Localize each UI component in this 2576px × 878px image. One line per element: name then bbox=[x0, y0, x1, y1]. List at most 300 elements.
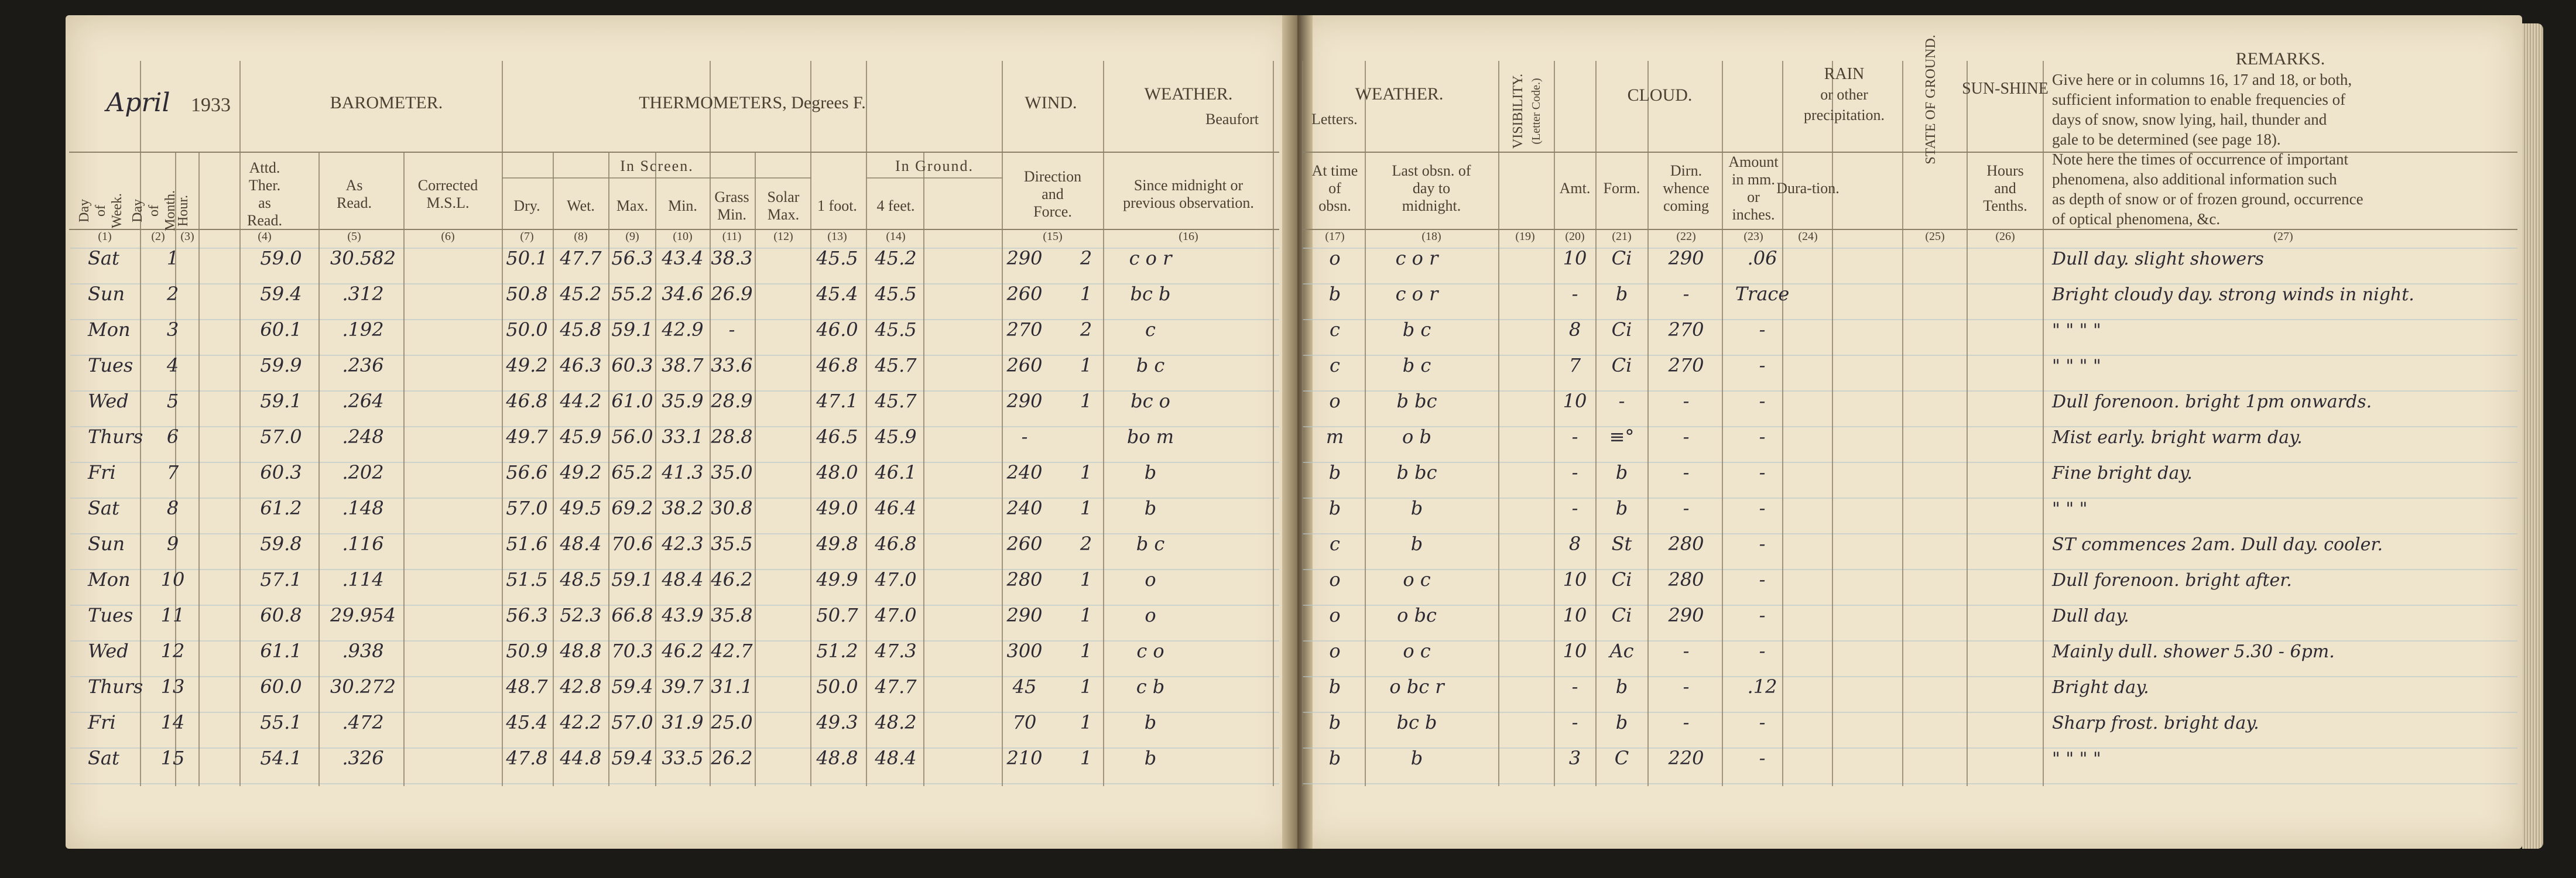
cell-value: 30.272 bbox=[330, 675, 396, 698]
cell-value: 69.2 bbox=[611, 497, 653, 519]
cell-value: 57.0 bbox=[260, 426, 302, 448]
cell-value: .264 bbox=[342, 390, 384, 412]
cell-value: 48.7 bbox=[506, 675, 548, 698]
month-label: April bbox=[106, 88, 170, 118]
cell-value: 50.8 bbox=[506, 283, 548, 305]
column-number: (17) bbox=[1325, 230, 1345, 243]
cell-value: - bbox=[1759, 711, 1766, 733]
cell-value: o bc r bbox=[1389, 675, 1444, 698]
cell-value: o bbox=[1329, 640, 1341, 662]
cell-value: 48.4 bbox=[662, 568, 704, 591]
cell-value: 51.5 bbox=[506, 568, 548, 591]
cell-value: - bbox=[1759, 604, 1766, 626]
cell-value: 45.7 bbox=[875, 354, 917, 376]
cell-value: 60.1 bbox=[260, 318, 302, 341]
cell-value: 8 bbox=[1568, 318, 1581, 341]
cell-value: 1 bbox=[1080, 604, 1092, 626]
cell-value: b bbox=[1410, 497, 1423, 519]
cell-value: .06 bbox=[1747, 247, 1777, 269]
cell-value: b bbox=[1615, 283, 1628, 305]
cell-value: c o r bbox=[1129, 247, 1172, 269]
column-label: of bbox=[93, 205, 108, 217]
barometer-heading: BAROMETER. bbox=[330, 93, 443, 112]
column-label: Max. bbox=[616, 197, 649, 214]
cell-value: 51.6 bbox=[506, 533, 548, 555]
column-label: and bbox=[1042, 186, 1064, 203]
cell-value: Ac bbox=[1609, 640, 1634, 662]
cell-value: 50.9 bbox=[506, 640, 548, 662]
column-label: Solar bbox=[767, 188, 800, 205]
cell-value: 59.0 bbox=[260, 247, 302, 269]
cell-value: 70.3 bbox=[611, 640, 653, 662]
column-label: 1 foot. bbox=[817, 197, 857, 214]
cell-value: 270 bbox=[1668, 354, 1704, 376]
cell-value: c bbox=[1330, 533, 1340, 555]
cell-value: 46.2 bbox=[711, 568, 753, 591]
cell-value: - bbox=[1759, 461, 1766, 483]
cell-value: 15 bbox=[160, 747, 185, 769]
cell-value: 60.8 bbox=[260, 604, 302, 626]
cell-value: .938 bbox=[342, 640, 384, 662]
cell-value: Ci bbox=[1611, 247, 1632, 269]
cell-value: b bbox=[1328, 711, 1341, 733]
cell-value: 60.0 bbox=[260, 675, 302, 698]
column-label: of bbox=[1328, 180, 1341, 197]
cell-value: 59.4 bbox=[260, 283, 302, 305]
cell-value: 42.3 bbox=[662, 533, 704, 555]
cell-value: b bbox=[1615, 461, 1628, 483]
cell-value: 5 bbox=[166, 390, 179, 412]
cell-value: 280 bbox=[1668, 533, 1704, 555]
column-label: At time bbox=[1311, 162, 1358, 179]
cell-value: - bbox=[1759, 426, 1766, 448]
cell-value: 8 bbox=[166, 497, 179, 519]
cell-value: b bbox=[1410, 747, 1423, 769]
cell-value: 70 bbox=[1012, 711, 1037, 733]
cell-value: - bbox=[1683, 497, 1690, 519]
cell-value: 14 bbox=[160, 711, 185, 733]
cell-value: Mon bbox=[88, 568, 131, 591]
cell-value: 59.1 bbox=[260, 390, 302, 412]
remarks-instruction: Note here the times of occurrence of important bbox=[2052, 150, 2349, 168]
cell-value: b bbox=[1328, 283, 1341, 305]
rain-sub: precipitation. bbox=[1804, 107, 1885, 124]
cell-value: - bbox=[1759, 568, 1766, 591]
cell-value: 33.6 bbox=[711, 354, 753, 376]
cell-value: bo m bbox=[1126, 426, 1174, 448]
cell-value: Thurs bbox=[88, 675, 143, 698]
cell-value: 240 bbox=[1006, 497, 1043, 519]
cell-value: 47.7 bbox=[560, 247, 602, 269]
column-label: inches. bbox=[1732, 206, 1775, 223]
cell-value: 10 bbox=[1563, 604, 1587, 626]
cell-value: Sun bbox=[88, 533, 125, 555]
column-number: (11) bbox=[722, 230, 742, 243]
cell-value: St bbox=[1611, 533, 1632, 555]
cell-value: 260 bbox=[1006, 283, 1043, 305]
cell-value: 10 bbox=[1563, 640, 1587, 662]
cell-value: 45.5 bbox=[875, 318, 917, 341]
cell-value: 290 bbox=[1006, 604, 1043, 626]
cell-value: c o r bbox=[1395, 283, 1438, 305]
cell-value: 2 bbox=[166, 283, 179, 305]
cell-value: - bbox=[1759, 497, 1766, 519]
column-label: Week. bbox=[109, 193, 125, 229]
beaufort-label: Beaufort bbox=[1205, 111, 1259, 128]
cell-value: 1 bbox=[1080, 461, 1092, 483]
cell-value: 31.1 bbox=[711, 675, 753, 698]
cell-value: Tues bbox=[88, 604, 133, 626]
cell-value: 59.8 bbox=[260, 533, 302, 555]
cell-value: Fri bbox=[88, 461, 116, 483]
cell-value: 65.2 bbox=[611, 461, 653, 483]
column-label: Last obsn. of bbox=[1392, 162, 1471, 179]
cell-value: 1 bbox=[1080, 283, 1092, 305]
column-label: 4 feet. bbox=[876, 197, 915, 214]
cell-value: 47.0 bbox=[875, 604, 917, 626]
column-number: (3) bbox=[180, 230, 194, 243]
column-label: Min. bbox=[668, 197, 697, 214]
remark-entry: Fine bright day. bbox=[2052, 463, 2193, 483]
column-label: Day bbox=[130, 199, 145, 222]
cell-value: 270 bbox=[1668, 318, 1704, 341]
remarks-instruction: of optical phenomena, &c. bbox=[2052, 210, 2221, 228]
cell-value: b bbox=[1328, 497, 1341, 519]
cell-value: b bbox=[1328, 461, 1341, 483]
cell-value: o bc bbox=[1397, 604, 1437, 626]
cell-value: 1 bbox=[1080, 747, 1092, 769]
cell-value: - bbox=[1759, 640, 1766, 662]
rain-sub: or other bbox=[1820, 86, 1868, 103]
cell-value: .472 bbox=[342, 711, 384, 733]
cell-value: Ci bbox=[1611, 604, 1632, 626]
cell-value: 29.954 bbox=[330, 604, 396, 626]
cell-value: - bbox=[1571, 461, 1578, 483]
cell-value: c o r bbox=[1395, 247, 1438, 269]
column-number: (10) bbox=[673, 230, 693, 243]
cell-value: 48.8 bbox=[816, 747, 858, 769]
cell-value: 33.5 bbox=[662, 747, 704, 769]
cell-value: 46.4 bbox=[875, 497, 917, 519]
cell-value: 52.3 bbox=[560, 604, 602, 626]
column-label: Amt. bbox=[1559, 180, 1591, 197]
cell-value: 59.1 bbox=[611, 318, 653, 341]
visibility-sub: (Letter Code.) bbox=[1530, 78, 1543, 145]
remark-entry: Bright cloudy day. strong winds in night. bbox=[2052, 284, 2414, 305]
column-number: (15) bbox=[1043, 230, 1063, 243]
cell-value: 2 bbox=[1080, 533, 1092, 555]
column-label: Day bbox=[77, 199, 92, 222]
remarks-instruction: phenomena, also additional information such bbox=[2052, 170, 2337, 188]
cell-value: c bbox=[1330, 318, 1340, 341]
column-number: (7) bbox=[520, 230, 534, 243]
column-label: Read. bbox=[247, 212, 282, 229]
column-label: whence bbox=[1663, 180, 1710, 197]
cell-value: .148 bbox=[342, 497, 384, 519]
cell-value: 57.1 bbox=[260, 568, 302, 591]
column-label: Hour. bbox=[176, 195, 191, 227]
cell-value: 35.0 bbox=[711, 461, 753, 483]
in-ground-heading: In Ground. bbox=[895, 157, 974, 174]
remarks-instruction: sufficient information to enable frequencies of bbox=[2052, 91, 2346, 108]
cell-value: b bbox=[1615, 711, 1628, 733]
cell-value: 1 bbox=[166, 247, 179, 269]
cell-value: 47.3 bbox=[875, 640, 917, 662]
cell-value: - bbox=[1759, 747, 1766, 769]
remark-entry: Sharp frost. bright day. bbox=[2052, 713, 2259, 733]
cell-value: .202 bbox=[342, 461, 384, 483]
cell-value: 57.0 bbox=[506, 497, 548, 519]
cell-value: 290 bbox=[1006, 390, 1043, 412]
cell-value: 46.8 bbox=[875, 533, 917, 555]
cell-value: c b bbox=[1136, 675, 1165, 698]
column-number: (2) bbox=[151, 230, 165, 243]
cell-value: 49.0 bbox=[816, 497, 858, 519]
cell-value: o bbox=[1329, 247, 1341, 269]
column-label: Corrected bbox=[417, 177, 478, 194]
cell-value: 45.9 bbox=[875, 426, 917, 448]
cell-value: 59.4 bbox=[611, 747, 653, 769]
cell-value: Sat bbox=[88, 747, 119, 769]
column-number: (23) bbox=[1743, 230, 1763, 243]
cell-value: - bbox=[1683, 390, 1690, 412]
column-number: (13) bbox=[827, 230, 847, 243]
cell-value: .326 bbox=[342, 747, 384, 769]
cell-value: - bbox=[1571, 711, 1578, 733]
cell-value: .248 bbox=[342, 426, 384, 448]
cell-value: 2 bbox=[1080, 247, 1092, 269]
cell-value: 47.8 bbox=[506, 747, 548, 769]
cell-value: 41.3 bbox=[662, 461, 704, 483]
column-label: Direction bbox=[1023, 168, 1082, 185]
column-label: in mm. bbox=[1732, 171, 1775, 188]
remark-entry: Dull day. slight showers bbox=[2052, 249, 2264, 269]
cell-value: b c bbox=[1402, 354, 1431, 376]
column-label: Ther. bbox=[248, 177, 281, 194]
cell-value: - bbox=[1759, 390, 1766, 412]
cell-value: 48.4 bbox=[875, 747, 917, 769]
remark-entry: Dull day. bbox=[2052, 606, 2129, 626]
cell-value: - bbox=[1759, 533, 1766, 555]
cell-value: 61.1 bbox=[260, 640, 302, 662]
cell-value: b c bbox=[1136, 533, 1165, 555]
cell-value: 47.0 bbox=[875, 568, 917, 591]
weather-letters-heading: WEATHER. bbox=[1355, 84, 1444, 104]
remarks-instruction: Give here or in columns 16, 17 and 18, or both, bbox=[2052, 71, 2352, 88]
cell-value: 1 bbox=[1080, 354, 1092, 376]
cell-value: 51.2 bbox=[816, 640, 858, 662]
column-number: (5) bbox=[347, 230, 361, 243]
cell-value: - bbox=[1759, 354, 1766, 376]
cell-value: m bbox=[1325, 426, 1344, 448]
column-label: Hours bbox=[1986, 162, 2024, 179]
cell-value: 49.9 bbox=[816, 568, 858, 591]
wind-heading: WIND. bbox=[1025, 93, 1077, 112]
remark-entry: Mist early. bright warm day. bbox=[2052, 427, 2303, 448]
cell-value: 60.3 bbox=[611, 354, 653, 376]
column-number: (6) bbox=[441, 230, 455, 243]
cell-value: 220 bbox=[1668, 747, 1704, 769]
cell-value: 35.9 bbox=[662, 390, 704, 412]
cell-value: o c bbox=[1403, 640, 1431, 662]
cell-value: 42.9 bbox=[662, 318, 704, 341]
cell-value: 1 bbox=[1080, 675, 1092, 698]
cell-value: 66.8 bbox=[611, 604, 653, 626]
cell-value: b bc bbox=[1396, 461, 1437, 483]
cell-value: 6 bbox=[166, 426, 179, 448]
cell-value: 34.6 bbox=[662, 283, 704, 305]
cell-value: 30.8 bbox=[711, 497, 753, 519]
cell-value: c bbox=[1145, 318, 1156, 341]
cell-value: 1 bbox=[1080, 497, 1092, 519]
cell-value: 60.3 bbox=[260, 461, 302, 483]
column-label: Wet. bbox=[567, 197, 595, 214]
cell-value: 1 bbox=[1080, 568, 1092, 591]
cell-value: 47.7 bbox=[875, 675, 917, 698]
cell-value: 56.0 bbox=[611, 426, 653, 448]
cell-value: 11 bbox=[160, 604, 185, 626]
column-number: (12) bbox=[773, 230, 793, 243]
cell-value: Ci bbox=[1611, 568, 1632, 591]
cell-value: 35.8 bbox=[711, 604, 753, 626]
cell-value: 290 bbox=[1668, 247, 1704, 269]
cell-value: 55.2 bbox=[611, 283, 653, 305]
cell-value: 300 bbox=[1006, 640, 1043, 662]
cell-value: 38.3 bbox=[711, 247, 753, 269]
cell-value: 1 bbox=[1080, 711, 1092, 733]
weather-heading: WEATHER. bbox=[1144, 84, 1233, 104]
cell-value: 56.6 bbox=[506, 461, 548, 483]
cell-value: ≡° bbox=[1609, 426, 1635, 448]
cell-value: - bbox=[1618, 390, 1625, 412]
cell-value: bc b bbox=[1396, 711, 1437, 733]
cell-value: 61.0 bbox=[611, 390, 653, 412]
cell-value: 57.0 bbox=[611, 711, 653, 733]
column-label: Since midnight or bbox=[1133, 177, 1244, 194]
column-number: (22) bbox=[1676, 230, 1696, 243]
column-label: as bbox=[258, 194, 271, 211]
cell-value: 1 bbox=[1080, 640, 1092, 662]
cell-value: 270 bbox=[1006, 318, 1043, 341]
cell-value: - bbox=[1683, 283, 1690, 305]
cell-value: .312 bbox=[342, 283, 384, 305]
cell-value: 38.2 bbox=[662, 497, 704, 519]
cell-value: c bbox=[1330, 354, 1340, 376]
cell-value: 59.4 bbox=[611, 675, 653, 698]
remarks-instruction: days of snow, snow lying, hail, thunder and bbox=[2052, 111, 2327, 128]
cell-value: b bbox=[1328, 675, 1341, 698]
cell-value: b bc bbox=[1396, 390, 1437, 412]
cell-value: 28.9 bbox=[711, 390, 753, 412]
remark-entry: Bright day. bbox=[2052, 677, 2149, 698]
cell-value: .192 bbox=[342, 318, 384, 341]
remark-entry: Dull forenoon. bright after. bbox=[2052, 570, 2292, 591]
in-screen-heading: In Screen. bbox=[620, 157, 694, 174]
column-label: Dirn. bbox=[1670, 162, 1703, 179]
column-number: (8) bbox=[574, 230, 588, 243]
cell-value: - bbox=[1683, 426, 1690, 448]
cell-value: 3 bbox=[1568, 747, 1581, 769]
column-label: As bbox=[345, 177, 363, 194]
column-number: (9) bbox=[625, 230, 639, 243]
cell-value: 59.1 bbox=[611, 568, 653, 591]
cell-value: 56.3 bbox=[506, 604, 548, 626]
cell-value: Wed bbox=[88, 640, 129, 662]
cell-value: Trace bbox=[1735, 283, 1790, 305]
cell-value: - bbox=[1759, 318, 1766, 341]
cell-value: 25.0 bbox=[711, 711, 753, 733]
cell-value: 46.8 bbox=[816, 354, 858, 376]
cell-value: 46.8 bbox=[506, 390, 548, 412]
column-number: (18) bbox=[1421, 230, 1441, 243]
cell-value: 7 bbox=[1568, 354, 1581, 376]
cell-value: 50.0 bbox=[816, 675, 858, 698]
cell-value: 45.4 bbox=[816, 283, 858, 305]
cell-value: 35.5 bbox=[711, 533, 753, 555]
cell-value: - bbox=[1571, 283, 1578, 305]
column-number: (16) bbox=[1179, 230, 1198, 243]
cell-value: Mon bbox=[88, 318, 131, 341]
remark-entry: Mainly dull. shower 5.30 - 6pm. bbox=[2052, 642, 2335, 662]
cell-value: 38.7 bbox=[662, 354, 704, 376]
cell-value: 50.1 bbox=[506, 247, 548, 269]
cell-value: 26.9 bbox=[711, 283, 753, 305]
column-label: Min. bbox=[717, 206, 746, 223]
cell-value: 45.5 bbox=[816, 247, 858, 269]
cell-value: - bbox=[1571, 426, 1578, 448]
cell-value: 260 bbox=[1006, 533, 1043, 555]
column-label: midnight. bbox=[1402, 197, 1461, 214]
cell-value: 1 bbox=[1080, 390, 1092, 412]
cell-value: b bbox=[1615, 675, 1628, 698]
cell-value: - bbox=[728, 318, 735, 341]
column-label: Dry. bbox=[513, 197, 540, 214]
column-label: Force. bbox=[1033, 203, 1072, 220]
cell-value: 54.1 bbox=[260, 747, 302, 769]
column-number: (20) bbox=[1565, 230, 1585, 243]
column-label: M.S.L. bbox=[426, 194, 470, 211]
cell-value: Wed bbox=[88, 390, 129, 412]
cell-value: 49.5 bbox=[560, 497, 602, 519]
cell-value: .12 bbox=[1747, 675, 1777, 698]
cell-value: 46.3 bbox=[560, 354, 602, 376]
cell-value: 10 bbox=[1563, 390, 1587, 412]
cell-value: bc b bbox=[1130, 283, 1171, 305]
cell-value: - bbox=[1683, 675, 1690, 698]
column-number: (19) bbox=[1515, 230, 1535, 243]
cell-value: 290 bbox=[1006, 247, 1043, 269]
cell-value: 290 bbox=[1668, 604, 1704, 626]
cell-value: 26.2 bbox=[711, 747, 753, 769]
cell-value: 45.5 bbox=[875, 283, 917, 305]
cell-value: C bbox=[1614, 747, 1629, 769]
cell-value: b bbox=[1144, 461, 1157, 483]
thermometers-heading: THERMOMETERS, Degrees F. bbox=[639, 93, 866, 112]
cell-value: b c bbox=[1136, 354, 1165, 376]
cell-value: 30.582 bbox=[330, 247, 396, 269]
cell-value: o b bbox=[1402, 426, 1431, 448]
column-label: of bbox=[146, 205, 162, 217]
cell-value: 46.2 bbox=[662, 640, 704, 662]
column-label: previous observation. bbox=[1123, 194, 1254, 211]
cell-value: b bbox=[1144, 747, 1157, 769]
column-number: (26) bbox=[1995, 230, 2015, 243]
column-number: (1) bbox=[98, 230, 112, 243]
column-label: Grass bbox=[714, 188, 749, 205]
cell-value: Sat bbox=[88, 497, 119, 519]
cloud-heading: CLOUD. bbox=[1627, 85, 1693, 105]
remark-entry: " " " " bbox=[2052, 749, 2101, 769]
